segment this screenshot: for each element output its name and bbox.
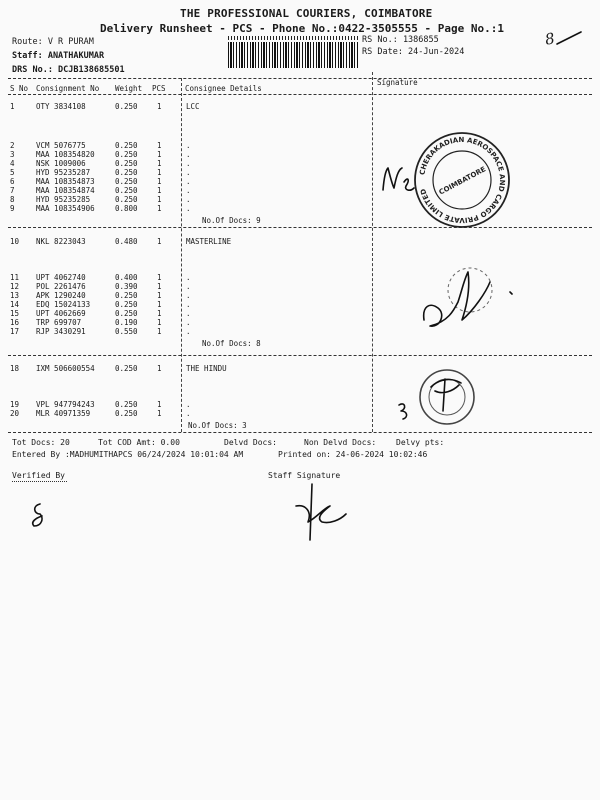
row-pcs: 1 bbox=[157, 291, 162, 300]
row-sno: 13 bbox=[10, 291, 20, 300]
col-header-consignee: Consignee Details bbox=[185, 84, 262, 93]
row-sno: 7 bbox=[10, 186, 15, 195]
row-pcs: 1 bbox=[157, 409, 162, 418]
table-top-rule bbox=[8, 78, 592, 79]
row-consignment: APK 1290240 bbox=[36, 291, 86, 300]
row-consignment: RJP 3430291 bbox=[36, 327, 86, 336]
row-pcs: 1 bbox=[157, 186, 162, 195]
row-consignment: MAA 108354906 bbox=[36, 204, 95, 213]
row-weight: 0.550 bbox=[115, 327, 138, 336]
row-pcs: 1 bbox=[157, 327, 162, 336]
row-weight: 0.250 bbox=[115, 409, 138, 418]
stamp-circle bbox=[420, 370, 474, 424]
row-sno: 19 bbox=[10, 400, 20, 409]
row-pcs: 1 bbox=[157, 237, 162, 246]
col-header-signature: Signature bbox=[377, 78, 418, 87]
row-consignee: . bbox=[186, 150, 191, 159]
row-sno: 2 bbox=[10, 141, 15, 150]
group-separator bbox=[8, 355, 592, 356]
row-sno: 5 bbox=[10, 168, 15, 177]
row-pcs: 1 bbox=[157, 364, 162, 373]
row-consignee: . bbox=[186, 291, 191, 300]
row-consignment: TRP 699707 bbox=[36, 318, 82, 327]
handwritten-signature-3 bbox=[395, 365, 495, 435]
row-weight: 0.250 bbox=[115, 300, 138, 309]
row-weight: 0.250 bbox=[115, 159, 138, 168]
row-consignee: THE HINDU bbox=[186, 364, 227, 373]
row-sno: 9 bbox=[10, 204, 15, 213]
row-consignee: . bbox=[186, 318, 191, 327]
row-weight: 0.800 bbox=[115, 204, 138, 213]
row-consignee: . bbox=[186, 309, 191, 318]
row-sno: 20 bbox=[10, 409, 20, 418]
row-consignee: . bbox=[186, 177, 191, 186]
row-pcs: 1 bbox=[157, 150, 162, 159]
handwritten-signature-2 bbox=[418, 262, 528, 344]
total-docs: Tot Docs: 20 bbox=[12, 438, 70, 447]
row-weight: 0.250 bbox=[115, 168, 138, 177]
row-weight: 0.390 bbox=[115, 282, 138, 291]
col-header-sno: S No bbox=[10, 84, 29, 93]
row-consignment: POL 2261476 bbox=[36, 282, 86, 291]
row-weight: 0.250 bbox=[115, 309, 138, 318]
row-weight: 0.250 bbox=[115, 400, 138, 409]
row-pcs: 1 bbox=[157, 318, 162, 327]
entered-by: Entered By :MADHUMITHAPCS 06/24/2024 10:01:04 AM bbox=[12, 450, 244, 459]
row-sno: 14 bbox=[10, 300, 20, 309]
row-sno: 12 bbox=[10, 282, 20, 291]
row-consignee: . bbox=[186, 300, 191, 309]
row-pcs: 1 bbox=[157, 204, 162, 213]
row-consignment: MAA 108354874 bbox=[36, 186, 95, 195]
barcode bbox=[228, 42, 358, 68]
row-consignee: . bbox=[186, 400, 191, 409]
page-title: THE PROFESSIONAL COURIERS, COIMBATORE bbox=[180, 7, 433, 20]
col-header-pcs: PCS bbox=[152, 84, 166, 93]
row-consignment: VPL 947794243 bbox=[36, 400, 95, 409]
table-bottom-rule bbox=[8, 432, 592, 433]
row-consignee: LCC bbox=[186, 102, 200, 111]
row-sno: 6 bbox=[10, 177, 15, 186]
row-consignment: IXM 506600554 bbox=[36, 364, 95, 373]
row-pcs: 1 bbox=[157, 400, 162, 409]
row-weight: 0.250 bbox=[115, 186, 138, 195]
route-label: Route: V R PURAM bbox=[12, 37, 94, 47]
row-consignee: . bbox=[186, 159, 191, 168]
row-consignee: . bbox=[186, 195, 191, 204]
rs-date: RS Date: 24-Jun-2024 bbox=[362, 47, 465, 57]
signature-column-divider bbox=[372, 72, 373, 432]
group-doc-count: No.Of Docs: 8 bbox=[202, 339, 261, 348]
row-pcs: 1 bbox=[157, 300, 162, 309]
row-weight: 0.190 bbox=[115, 318, 138, 327]
total-cod: Tot COD Amt: 0.00 bbox=[98, 438, 180, 447]
row-sno: 4 bbox=[10, 159, 15, 168]
col-header-consignment: Consignment No bbox=[36, 84, 100, 93]
verified-by-label: Verified By bbox=[12, 471, 65, 480]
row-consignment: HYD 95235287 bbox=[36, 168, 91, 177]
page-subtitle: Delivery Runsheet - PCS - Phone No.:0422-3505555 - Page No.:1 bbox=[100, 22, 504, 35]
row-weight: 0.250 bbox=[115, 141, 138, 150]
row-consignment: HYD 95235285 bbox=[36, 195, 91, 204]
row-sno: 17 bbox=[10, 327, 20, 336]
row-sno: 15 bbox=[10, 309, 20, 318]
row-weight: 0.250 bbox=[115, 150, 138, 159]
row-weight: 0.250 bbox=[115, 364, 138, 373]
row-consignment: OTY 3834108 bbox=[36, 102, 86, 111]
verified-by-rule bbox=[12, 481, 67, 482]
drs-number: DRS No.: DCJB138685501 bbox=[12, 65, 125, 75]
group-doc-count: No.Of Docs: 3 bbox=[188, 421, 247, 430]
row-consignee: . bbox=[186, 204, 191, 213]
printed-on: Printed on: 24-06-2024 10:02:46 bbox=[278, 450, 428, 459]
row-consignment: UPT 4062669 bbox=[36, 309, 86, 318]
row-weight: 0.250 bbox=[115, 102, 138, 111]
row-sno: 3 bbox=[10, 150, 15, 159]
rs-number: RS No.: 1386855 bbox=[362, 35, 439, 45]
delivery-points: Delvy pts: bbox=[396, 438, 445, 447]
company-seal bbox=[412, 130, 512, 230]
table-header-rule bbox=[8, 94, 592, 95]
row-pcs: 1 bbox=[157, 273, 162, 282]
row-consignment: NSK 1009006 bbox=[36, 159, 86, 168]
row-sno: 11 bbox=[10, 273, 20, 282]
row-consignee: . bbox=[186, 273, 191, 282]
row-consignment: MAA 108354820 bbox=[36, 150, 95, 159]
row-consignee: . bbox=[186, 327, 191, 336]
row-weight: 0.480 bbox=[115, 237, 138, 246]
row-pcs: 1 bbox=[157, 168, 162, 177]
row-weight: 0.250 bbox=[115, 177, 138, 186]
row-pcs: 1 bbox=[157, 159, 162, 168]
check-mark-icon bbox=[555, 30, 585, 50]
row-sno: 10 bbox=[10, 237, 20, 246]
row-pcs: 1 bbox=[157, 102, 162, 111]
row-sno: 8 bbox=[10, 195, 15, 204]
row-pcs: 1 bbox=[157, 309, 162, 318]
row-consignment: EDQ 15024133 bbox=[36, 300, 91, 309]
row-consignment: MLR 40971359 bbox=[36, 409, 91, 418]
staff-signature-mark bbox=[290, 482, 350, 544]
page-handwritten-mark: 8 bbox=[543, 29, 557, 49]
row-sno: 16 bbox=[10, 318, 20, 327]
barcode-top bbox=[228, 36, 358, 40]
row-consignee: . bbox=[186, 141, 191, 150]
row-pcs: 1 bbox=[157, 195, 162, 204]
seal-ring-text: CHERAKADIAN AEROSPACE AND CARGO PRIVATE LIMITED bbox=[418, 135, 507, 225]
row-pcs: 1 bbox=[157, 282, 162, 291]
col-header-weight: Weight bbox=[115, 84, 143, 93]
row-weight: 0.250 bbox=[115, 195, 138, 204]
staff-signature-label: Staff Signature bbox=[268, 471, 341, 480]
row-pcs: 1 bbox=[157, 141, 162, 150]
row-consignee: . bbox=[186, 282, 191, 291]
row-consignment: UPT 4062740 bbox=[36, 273, 86, 282]
row-consignee: . bbox=[186, 186, 191, 195]
verifier-signature bbox=[28, 500, 48, 532]
row-sno: 1 bbox=[10, 102, 15, 111]
staff-label: Staff: ANATHAKUMAR bbox=[12, 51, 105, 61]
row-consignee: MASTERLINE bbox=[186, 237, 232, 246]
row-weight: 0.250 bbox=[115, 291, 138, 300]
consignee-column-divider bbox=[181, 78, 182, 432]
row-weight: 0.400 bbox=[115, 273, 138, 282]
group-doc-count: No.Of Docs: 9 bbox=[202, 216, 261, 225]
row-consignee: . bbox=[186, 409, 191, 418]
row-consignment: MAA 108354873 bbox=[36, 177, 95, 186]
row-consignee: . bbox=[186, 168, 191, 177]
seal-center-text: COIMBATORE bbox=[437, 165, 488, 197]
row-consignment: NKL 8223043 bbox=[36, 237, 86, 246]
row-pcs: 1 bbox=[157, 177, 162, 186]
non-delivered-docs: Non Delvd Docs: bbox=[304, 438, 377, 447]
row-consignment: VCM 5076775 bbox=[36, 141, 86, 150]
row-sno: 18 bbox=[10, 364, 20, 373]
delivered-docs: Delvd Docs: bbox=[224, 438, 277, 447]
